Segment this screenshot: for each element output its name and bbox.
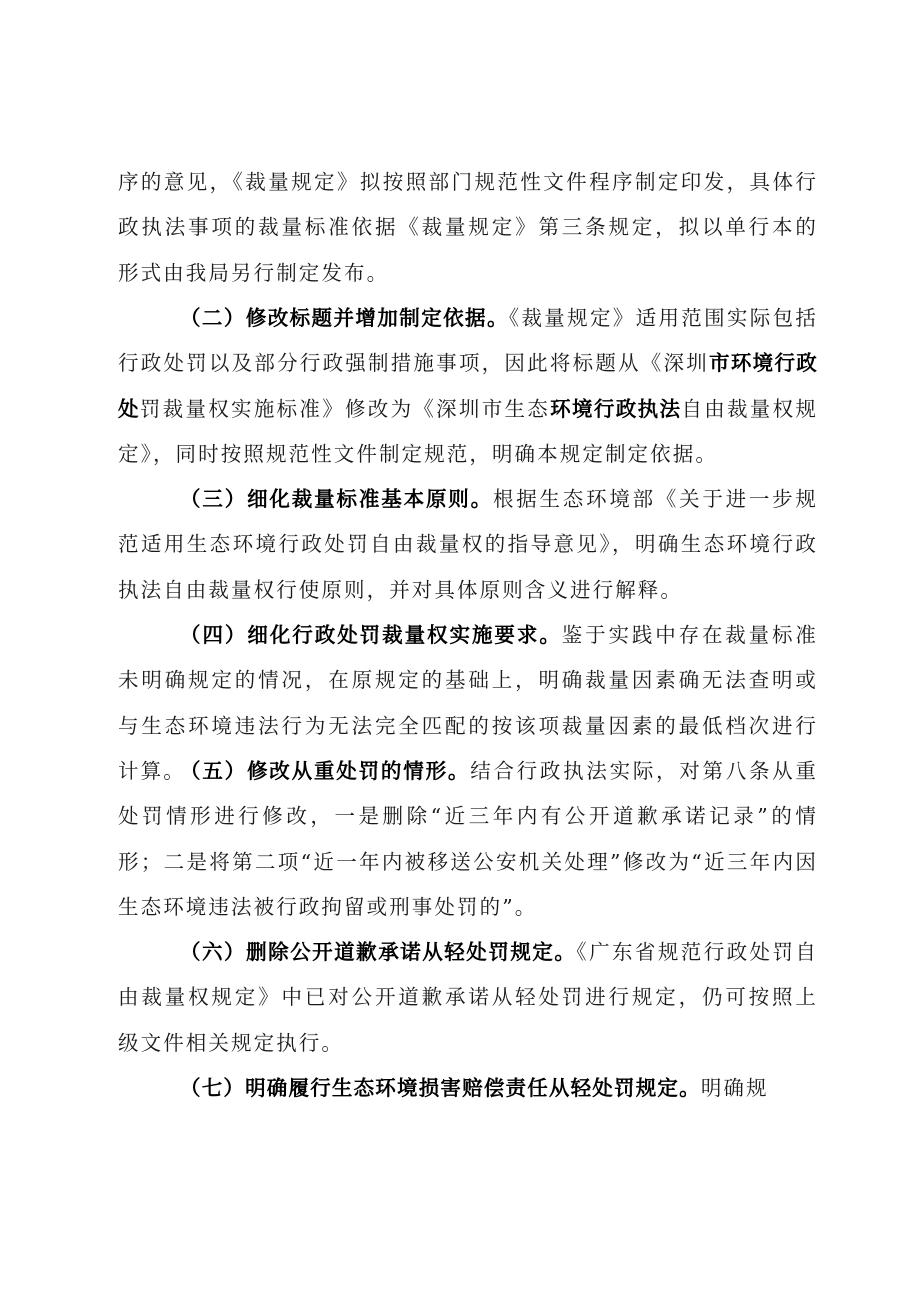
- paragraph-principles: [118, 477, 818, 613]
- paragraph-text: 鉴于实践中存在裁量标准未明确规定的情况，在原规定的基础上，明确裁量因素确无法查明或与生态环境违法行为无法完全匹配的按该项裁量因素的最低档次进行计算。: [118, 623, 818, 783]
- paragraph-text: 明确规: [700, 1076, 769, 1100]
- section-heading: （二）修改标题并增加制定依据。: [180, 306, 509, 330]
- paragraph-text: 根据生态环境部《关于进一步规范适用生态环境行政处罚自由裁量权的指导意见》，明确生态环境行政执法自由裁量权行使原则，并对具体原则含义进行解释。: [118, 487, 818, 602]
- paragraph-text: 《裁量规定》适用范围实际包括行政处罚以及部分行政强制措施事项，因此将标题从《深圳: [118, 306, 819, 376]
- paragraph-text: 结合行政执法实际，对第八条从重处罚情形进行修改，一是删除“近三年内有公开道歉承诺记录”的情形；二是将第二项“近一年内被移送公安机关处理”修改为“近三年内因生态环境违法被行政拘留或刑事处罚的”。: [118, 759, 818, 919]
- paragraph-apology: [118, 930, 818, 1066]
- paragraph-aggravated: [118, 749, 818, 930]
- paragraph-text: 序的意见，《裁量规定》拟按照部门规范性文件程序制定印发，具体行政执法事项的裁量标准依据《裁量规定》第三条规定，拟以单行本的形式由我局另行制定发布。: [118, 170, 818, 285]
- section-heading: （七）明确履行生态环境损害赔偿责任从轻处罚规定。: [180, 1076, 701, 1100]
- paragraph-text: 《广东省规范行政处罚自由裁量权规定》中已对公开道歉承诺从轻处罚进行规定，仍可按照上级文件相关规定执行。: [118, 940, 818, 1055]
- highlighted-text: 环境行政执法: [550, 396, 682, 421]
- section-heading: （五）修改从重处罚的情形。: [180, 759, 471, 783]
- paragraph-text: 罚裁量权实施标准》修改为《深圳市生态: [139, 396, 551, 421]
- section-heading: （三）细化裁量标准基本原则。: [180, 487, 494, 511]
- highlighted-text: 市环境行政处: [118, 351, 819, 421]
- section-heading: （四）细化行政处罚裁量权实施要求。: [180, 623, 562, 647]
- paragraph-continuation: [118, 160, 818, 296]
- section-heading: （六）删除公开道歉承诺从轻处罚规定。: [180, 940, 577, 964]
- paragraph-revise-title: [118, 296, 818, 477]
- paragraph-text: 自由裁量权规定》，同时按照规范性文件制定规范，明确本规定制定依据。: [118, 396, 818, 466]
- paragraph-compensation: [118, 1066, 818, 1111]
